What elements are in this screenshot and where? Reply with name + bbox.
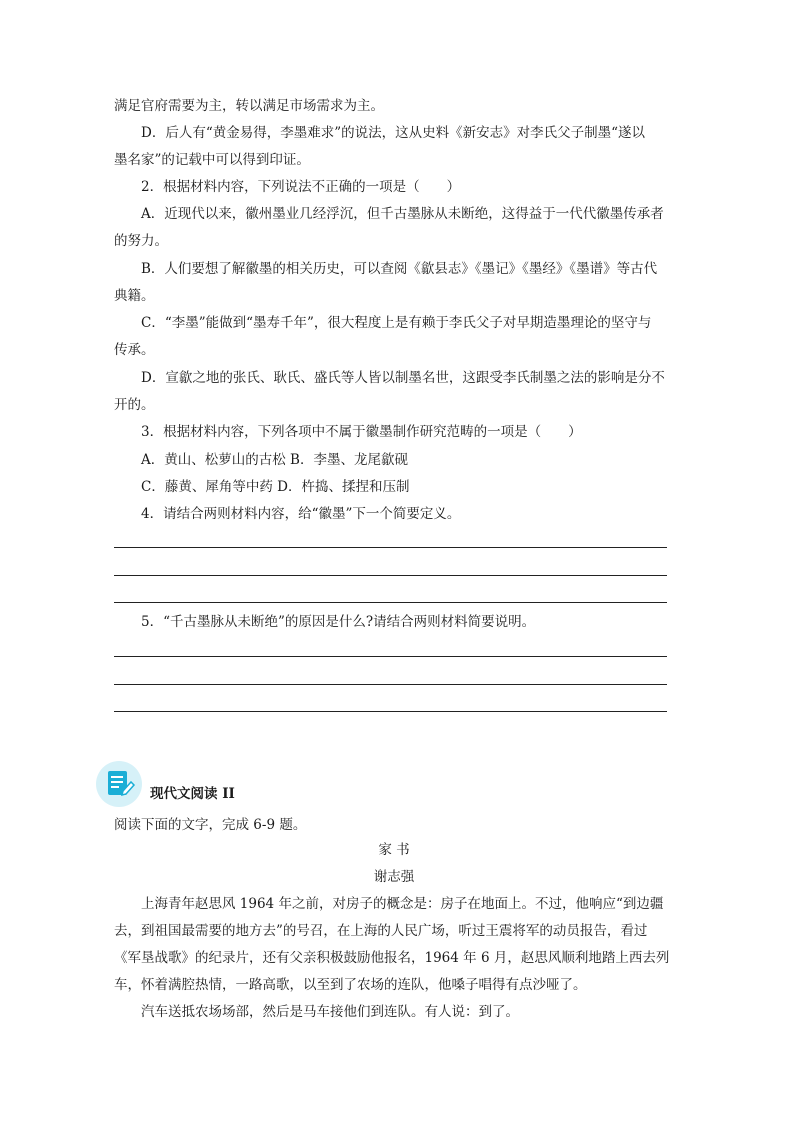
q2-option-a-line1: A．近现代以来，徽州墨业几经浮沉，但千古墨脉从未断绝，这得益于一代代徽墨传承者 (141, 206, 664, 222)
q2-option-d-line2: 开的。 (114, 397, 155, 413)
answer-line (114, 711, 667, 712)
question-4: 4．请结合两则材料内容，给“徽墨”下一个简要定义。 (141, 506, 461, 522)
answer-line (114, 547, 667, 548)
answer-line (114, 656, 667, 657)
paragraph-line: 《军垦战歌》的纪录片，还有父亲积极鼓励他报名，1964 年 6 月，赵思风顺利地踏上西去列 (114, 950, 670, 966)
question-5: 5．“千古墨脉从未断绝”的原因是什么?请结合两则材料简要说明。 (141, 614, 536, 630)
q2-option-c-line2: 传承。 (114, 342, 155, 358)
q3-options-ab: A．黄山、松萝山的古松 B．李墨、龙尾歙砚 (141, 452, 408, 468)
q2-option-b-line1: B．人们要想了解徽墨的相关历史，可以查阅《歙县志》《墨记》《墨经》《墨谱》等古代 (141, 261, 658, 277)
section-title: 现代文阅读 II (150, 786, 235, 802)
option-d-line2: 墨名家”的记载中可以得到印证。 (114, 152, 310, 168)
question-3: 3．根据材料内容，下列各项中不属于徽墨制作研究范畴的一项是（ ） (141, 424, 582, 440)
section-instruction: 阅读下面的文字，完成 6-9 题。 (114, 817, 307, 833)
q2-option-c-line1: C．“李墨”能做到“墨寿千年”，很大程度上是有赖于李氏父子对早期造墨理论的坚守与 (141, 315, 652, 331)
answer-line (114, 575, 667, 576)
article-author: 谢志强 (373, 869, 415, 885)
q3-options-cd: C．藤黄、犀角等中药 D．杵捣、揉捏和压制 (141, 479, 410, 495)
question-2: 2．根据材料内容，下列说法不正确的一项是（ ） (141, 179, 461, 195)
q2-option-d-line1: D．宣歙之地的张氏、耿氏、盛氏等人皆以制墨名世，这跟受李氏制墨之法的影响是分不 (141, 370, 665, 386)
option-d-line1: D．后人有“黄金易得，李墨难求”的说法，这从史料《新安志》对李氏父子制墨“遂以 (141, 125, 646, 141)
text-line: 满足官府需要为主，转以满足市场需求为主。 (114, 98, 384, 114)
paragraph-line: 汽车送抵农场场部，然后是马车接他们到连队。有人说：到了。 (141, 1004, 519, 1020)
q2-option-a-line2: 的努力。 (114, 233, 168, 249)
paragraph-line: 上海青年赵思风 1964 年之前，对房子的概念是：房子在地面上。不过，他响应“到边疆 (141, 896, 664, 912)
q2-option-b-line2: 典籍。 (114, 288, 155, 304)
article-title: 家 书 (378, 842, 410, 858)
paragraph-line: 车，怀着满腔热情，一路高歌，以至到了农场的连队，他嗓子唱得有点沙哑了。 (114, 977, 587, 993)
paragraph-line: 去，到祖国最需要的地方去”的号召，在上海的人民广场，听过王震将军的动员报告，看过 (114, 923, 648, 939)
answer-line (114, 684, 667, 685)
answer-line (114, 602, 667, 603)
notebook-icon (96, 761, 142, 807)
